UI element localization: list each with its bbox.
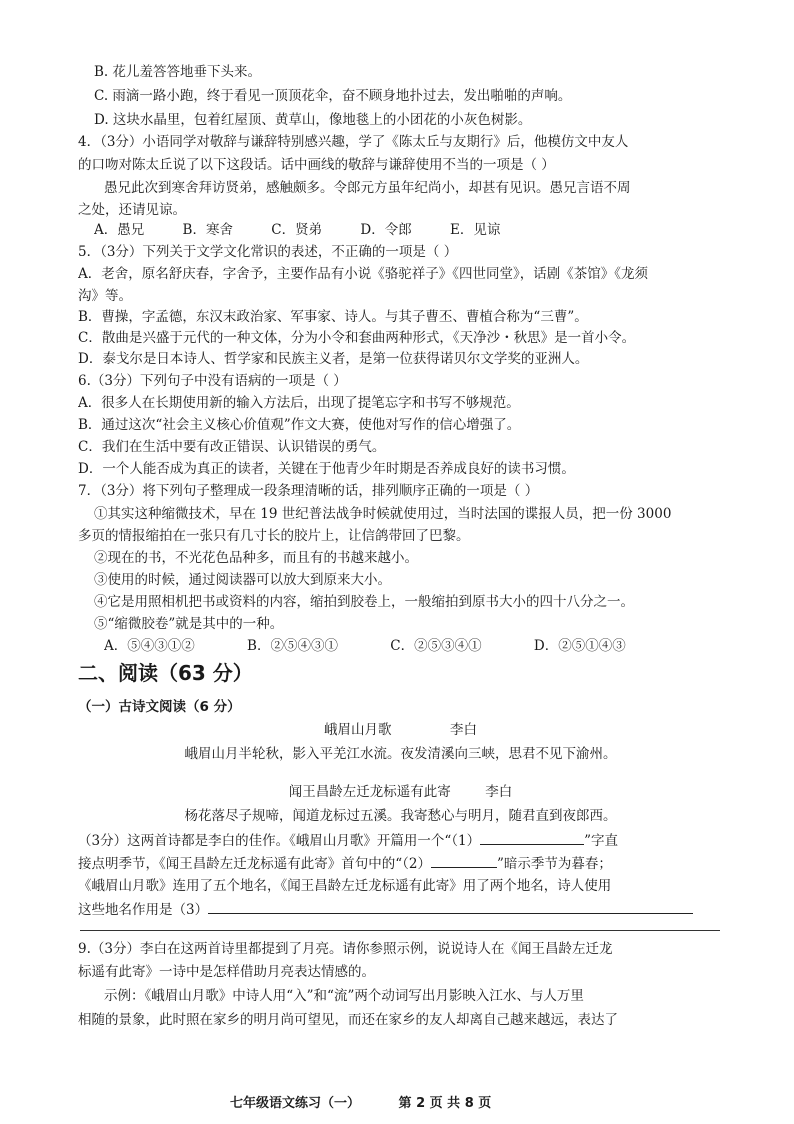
q4-passage-1: 愚兄此次到寒舍拜访贤弟，感触颇多。令郎元方虽年纪尚小，却甚有见识。愚兄言语不周 [104, 180, 631, 196]
q7-sentence-3: ③使用的时候，通过阅读器可以放大到原来大小。 [94, 572, 391, 588]
q4-passage-2: 之处，还请见谅。 [78, 202, 186, 218]
poem-2-text: 杨花落尽子规啼，闻道龙标过五溪。我寄愁心与明月，随君直到夜郎西。 [184, 808, 617, 824]
q7-option-b: B．②⑤④③① [247, 638, 338, 654]
q9-example-1: 示例：《峨眉山月歌》中诗人用“入”和“流”两个动词写出月影映入江水、与人万里 [104, 988, 584, 1004]
q8-line-1 [78, 830, 723, 851]
q6-stem: 6.（3分）下列句子中没有语病的一项是（ ） [78, 373, 347, 389]
q4-option-d: D．令郎 [360, 222, 412, 238]
footer-title: 七年级语文练习（一） [230, 1096, 361, 1111]
q5-option-c: C．散曲是兴盛于元代的一种文体，分为小令和套曲两种形式，《天净沙・秋思》是一首小令。 [78, 330, 636, 346]
poem-1-text: 峨眉山月半轮秋，影入平羌江水流。夜发清溪向三峡，思君不见下渝州。 [184, 746, 617, 762]
answer-line[interactable] [80, 930, 720, 931]
q7-sentence-5: ⑤“缩微胶卷”就是其中的一种。 [94, 616, 284, 632]
q8-line-3: 《峨眉山月歌》连用了五个地名，《闻王昌龄左迁龙标遥有此寄》用了两个地名，诗人使用 [78, 878, 612, 894]
q7-option-c: C．②⑤③④① [390, 638, 482, 654]
page-footer [230, 1092, 525, 1111]
q3-option-c: C. 雨滴一路小跑，终于看见一顶顶花伞，奋不顾身地扑过去，发出啪啪的声响。 [94, 88, 572, 104]
q8-line-4 [78, 899, 723, 920]
q8-line-2-text: 接点明季节，《闻王昌龄左迁龙标遥有此寄》首句中的“（2） [78, 856, 431, 872]
q3-option-b: B. 花儿羞答答地垂下头来。 [94, 64, 262, 80]
poem-2-author: 李白 [485, 784, 513, 800]
poem-2-heading [78, 782, 723, 802]
q6-option-b: B．通过这次“社会主义核心价值观”作文大赛，使他对写作的信心增强了。 [78, 417, 521, 433]
q5-stem: 5．（3分）下列关于文学文化常识的表述，不正确的一项是（ ） [78, 244, 458, 260]
poem-2-title: 闻王昌龄左迁龙标遥有此寄 [288, 784, 451, 800]
q7-sentence-4: ④它是用照相机把书或资料的内容，缩拍到胶卷上，一般缩拍到原书大小的四十八分之一。 [94, 594, 634, 610]
q9-line-2: 标遥有此寄》一诗中是怎样借助月亮表达情感的。 [78, 964, 375, 980]
q8-line-1-end: ”字直 [584, 833, 618, 849]
q5-option-a-2: 沟》等。 [78, 288, 132, 304]
q9-example-2: 相随的景象，此时照在家乡的明月尚可望见，而还在家乡的友人却离自己越来越远，表达了 [78, 1012, 618, 1028]
poem-1-title: 峨眉山月歌 [323, 722, 392, 738]
q6-option-a: A．很多人在长期使用新的输入方法后，出现了提笔忘字和书写不够规范。 [78, 395, 520, 411]
q4-option-a: A．愚兄 [94, 222, 145, 238]
section-2-sub: （一）古诗文阅读（6 分） [78, 699, 241, 715]
poem-1-author: 李白 [450, 722, 478, 738]
q7-stem: 7．（3分）将下列句子整理成一段条理清晰的话，排列顺序正确的一项是（ ） [78, 483, 539, 499]
q5-option-d: D．泰戈尔是日本诗人、哲学家和民族主义者，是第一位获得诺贝尔文学奖的亚洲人。 [78, 351, 589, 367]
q7-options [104, 636, 749, 656]
footer-page-number: 第 2 页 共 8 页 [398, 1096, 492, 1111]
q8-blank-1[interactable] [480, 830, 584, 845]
q7-sentence-2: ②现在的书，不光花色品种多，而且有的书越来越小。 [94, 550, 418, 566]
poem-1-heading [78, 720, 723, 740]
q8-line-2-end: ”暗示季节为暮春； [497, 856, 612, 872]
q3-option-d: D. 这块水晶里，包着红屋顶、黄草山，像地毯上的小团花的小灰色树影。 [94, 112, 532, 128]
q7-sentence-1b: 多页的情报缩拍在一张只有几寸长的胶片上，让信鸽带回了巴黎。 [78, 528, 470, 544]
q7-sentence-1a: ①其实这种缩微技术，早在 19 世纪普法战争时候就使用过，当时法国的谍报人员，把一份 3000 [94, 506, 672, 522]
q6-option-d: D．一个人能否成为真正的读者，关键在于他青少年时期是否养成良好的读书习惯。 [78, 461, 575, 477]
q7-option-d: D．②⑤①④③ [533, 638, 626, 654]
q4-option-e: E．见谅 [450, 222, 501, 238]
q6-option-c: C．我们在生活中要有改正错误、认识错误的勇气。 [78, 439, 386, 455]
section-2-title: 二、阅读（63 分） [78, 661, 253, 685]
q4-stem-1: 4．（3分）小语同学对敬辞与谦辞特别感兴趣，学了《陈太丘与友期行》后，他模仿文中友人 [78, 134, 629, 150]
q4-stem-2: 的口吻对陈太丘说了以下这段话。话中画线的敬辞与谦辞使用不当的一项是（ ） [78, 157, 555, 173]
q8-blank-2[interactable] [431, 853, 497, 868]
q4-option-c: C．贤弟 [271, 222, 323, 238]
q4-option-b: B．寒舍 [182, 222, 233, 238]
q8-line-2 [78, 853, 723, 874]
q7-option-a: A．⑤④③①② [104, 638, 195, 654]
q8-line-4-text: 这些地名作用是（3） [78, 902, 209, 918]
q5-option-a-1: A．老舍，原名舒庆春，字舍予，主要作品有小说《骆驼祥子》《四世同堂》，话剧《茶馆》《龙须 [78, 266, 648, 282]
q5-option-b: B．曹操，字孟德，东汉末政治家、军事家、诗人。与其子曹丕、曹植合称为“三曹”。 [78, 309, 588, 325]
q9-line-1: 9.（3分）李白在这两首诗里都提到了月亮。请你参照示例，说说诗人在《闻王昌龄左迁龙 [78, 941, 613, 957]
q4-options [94, 220, 739, 240]
q8-blank-3[interactable] [208, 899, 693, 914]
q8-line-1-text: （3分）这两首诗都是李白的佳作。《峨眉山月歌》开篇用一个“（1） [78, 833, 481, 849]
